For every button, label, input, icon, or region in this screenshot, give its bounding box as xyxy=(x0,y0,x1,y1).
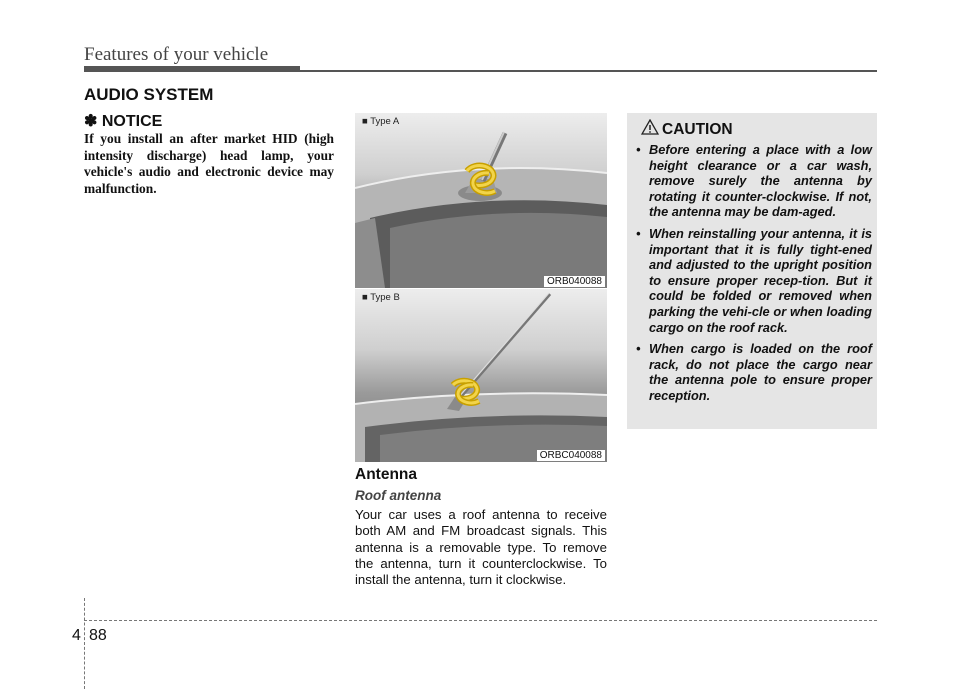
caution-item xyxy=(634,226,872,335)
figure-type-a xyxy=(355,113,607,288)
header-rule xyxy=(300,70,877,72)
footer-vertical-rule xyxy=(84,598,85,689)
roof-antenna-subheading: Roof antenna xyxy=(355,488,442,503)
page-number: 88 xyxy=(89,627,107,644)
caution-item-text: When cargo is loaded on the roof rack, do not place the cargo near the antenna pole to ensure proper reception. xyxy=(649,341,872,403)
notice-body: If you install an after market HID (high intensity discharge) head lamp, your vehicle's audio and electronic device may malfunction. xyxy=(84,131,334,196)
antenna-heading: Antenna xyxy=(355,466,417,483)
section-title: AUDIO SYSTEM xyxy=(84,85,214,104)
warning-triangle-icon xyxy=(641,119,659,135)
figure-type-b xyxy=(355,289,607,462)
roof-antenna-type-b-illustration xyxy=(355,289,607,462)
caution-item-text: Before entering a place with a low height clearance or a car wash, remove surely the antenna by rotating it counter-clockwise. If not, the antenna may be dam-aged. xyxy=(649,142,872,220)
header-bar xyxy=(84,66,300,72)
roof-antenna-type-a-illustration xyxy=(355,113,607,288)
caution-item xyxy=(634,142,872,220)
caution-item xyxy=(634,341,872,403)
figure-label-type-b: ■ Type B xyxy=(362,292,400,303)
figure-code-type-b: ORBC040088 xyxy=(537,450,605,461)
caution-title: CAUTION xyxy=(662,121,733,138)
caution-list xyxy=(634,142,872,410)
figure-code-type-a: ORB040088 xyxy=(544,276,605,287)
bullet: • xyxy=(636,341,641,357)
bullet: • xyxy=(636,225,641,241)
footer-horizontal-rule xyxy=(84,620,877,621)
figure-label-type-a: ■ Type A xyxy=(362,116,400,127)
bullet: • xyxy=(636,142,641,157)
page-chapter-number: 4 xyxy=(72,627,81,644)
caution-item-text: When reinstalling your antenna, it is important that it is fully tight-ened and adjusted to the upright position to ensure proper recep-tion. But it could be folded or removed when parking the vehi-cle or when loading cargo on the roof rack. xyxy=(649,225,872,335)
running-header: Features of your vehicle xyxy=(84,44,269,65)
antenna-body: Your car uses a roof antenna to receive both AM and FM broadcast signals. This antenna is a removable type. To remove the antenna, turn it counterclockwise. To install the antenna, turn it clockwise. xyxy=(355,507,607,588)
notice-title: ✽ NOTICE xyxy=(84,113,163,130)
